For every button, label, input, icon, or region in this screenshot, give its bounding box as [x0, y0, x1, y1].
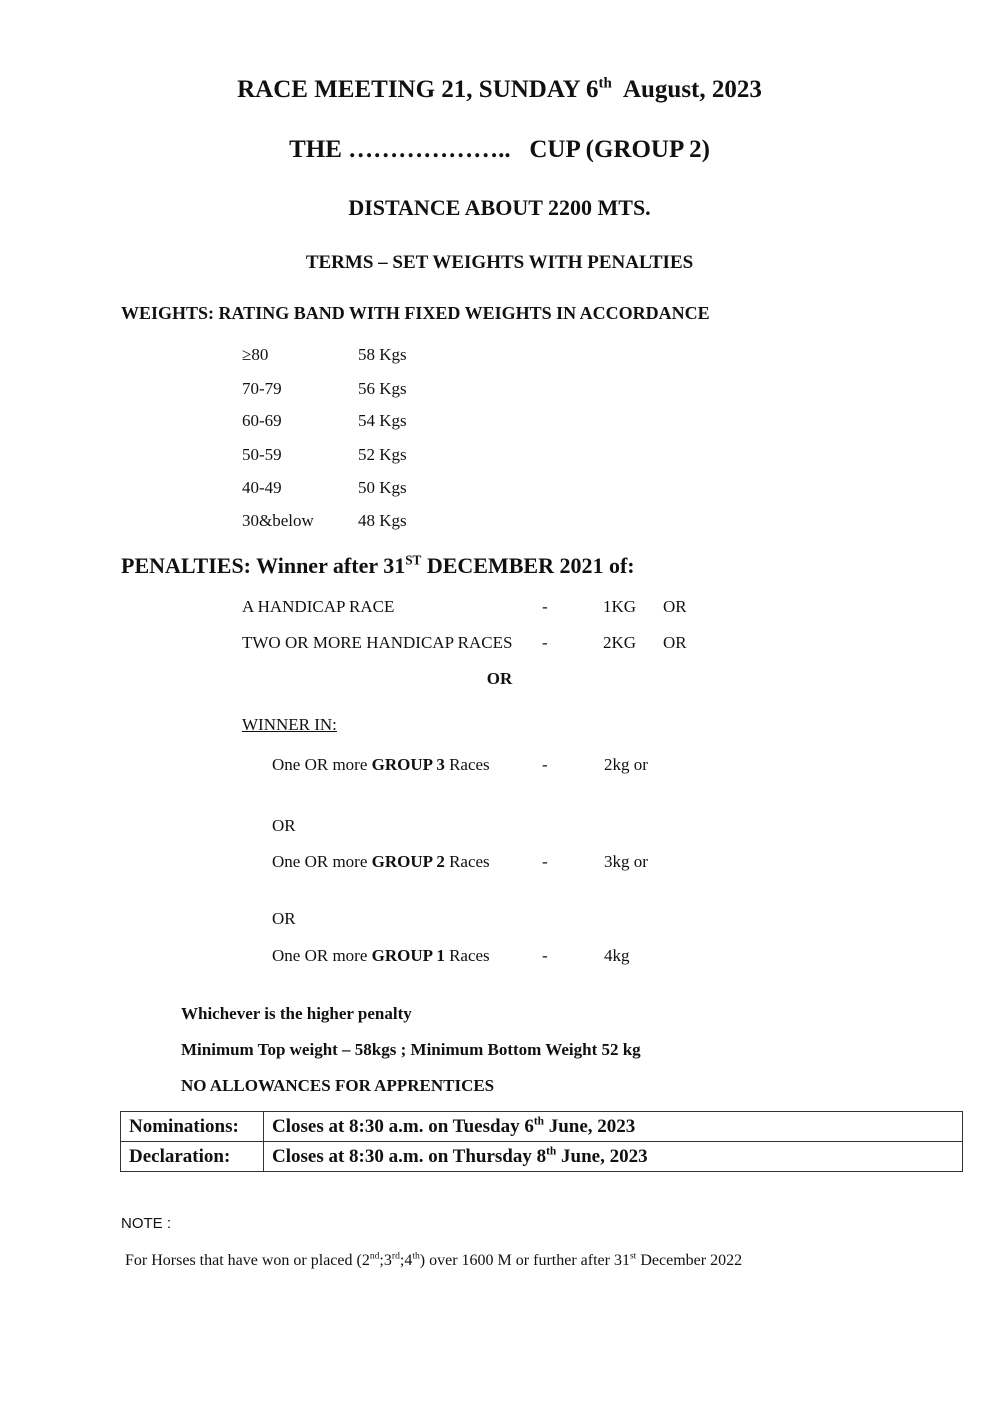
weight-band: 60-69 — [242, 411, 282, 430]
penalty-value: 4kg — [604, 946, 630, 965]
weight-value: 54 Kgs — [358, 411, 407, 430]
weight-value: 48 Kgs — [358, 511, 407, 530]
weight-band: 70-79 — [242, 379, 282, 398]
penalty-or: OR — [663, 597, 687, 616]
distance-heading: DISTANCE ABOUT 2200 MTS. — [348, 195, 651, 220]
apprentice-note: NO ALLOWANCES FOR APPRENTICES — [181, 1076, 495, 1095]
penalty-value: 2KG — [603, 633, 637, 652]
group-penalty-label: One OR more GROUP 2 Races — [272, 852, 490, 871]
group-penalty-label: One OR more GROUP 1 Races — [272, 946, 490, 965]
penalty-value: 2kg or — [604, 755, 648, 774]
page-title: RACE MEETING 21, SUNDAY 6th August, 2023 — [237, 75, 762, 103]
weight-value: 58 Kgs — [358, 345, 407, 364]
declaration-label: Declaration: — [121, 1142, 264, 1172]
winner-in-heading: WINNER IN: — [242, 715, 337, 734]
penalty-dash: - — [542, 633, 548, 652]
higher-penalty-note: Whichever is the higher penalty — [181, 1004, 412, 1023]
penalty-dash: - — [542, 852, 548, 871]
terms-heading: TERMS – SET WEIGHTS WITH PENALTIES — [305, 252, 694, 273]
declaration-value: Closes at 8:30 a.m. on Thursday 8th June, 2023 — [264, 1142, 963, 1172]
weight-band: ≥80 — [242, 345, 269, 364]
weight-value: 52 Kgs — [358, 445, 407, 464]
penalty-label: A HANDICAP RACE — [242, 597, 395, 616]
or-label: OR — [272, 909, 296, 928]
penalty-value: 3kg or — [604, 852, 648, 871]
min-weight-note: Minimum Top weight – 58kgs ; Minimum Bottom Weight 52 kg — [181, 1040, 641, 1059]
weight-value: 50 Kgs — [358, 478, 407, 497]
nominations-value: Closes at 8:30 a.m. on Tuesday 6th June, 2023 — [264, 1112, 963, 1142]
table-row — [121, 1112, 963, 1142]
penalty-dash: - — [542, 597, 548, 616]
group-penalty-label: One OR more GROUP 3 Races — [272, 755, 490, 774]
weight-value: 56 Kgs — [358, 379, 407, 398]
cup-title: THE ……………….. CUP (GROUP 2) — [289, 136, 710, 163]
penalty-label: TWO OR MORE HANDICAP RACES — [242, 633, 513, 652]
or-label: OR — [272, 816, 296, 835]
weight-band: 50-59 — [242, 445, 282, 464]
weight-band: 30&below — [242, 511, 314, 530]
table-row — [121, 1142, 963, 1172]
note-text: For Horses that have won or placed (2nd;3rd;4th) over 1600 M or further after 31st December 2022 — [125, 1250, 743, 1269]
nominations-label: Nominations: — [121, 1112, 264, 1142]
closing-dates-table — [120, 1111, 963, 1172]
penalty-value: 1KG — [603, 597, 637, 616]
penalties-heading: PENALTIES: Winner after 31ST DECEMBER 2021 of: — [121, 552, 635, 578]
or-separator: OR — [486, 669, 513, 688]
penalty-dash: - — [542, 755, 548, 774]
penalty-or: OR — [663, 633, 687, 652]
weight-band: 40-49 — [242, 478, 282, 497]
penalty-dash: - — [542, 946, 548, 965]
note-label: NOTE : — [121, 1215, 172, 1232]
weights-heading: WEIGHTS: RATING BAND WITH FIXED WEIGHTS IN ACCORDANCE — [121, 303, 710, 323]
